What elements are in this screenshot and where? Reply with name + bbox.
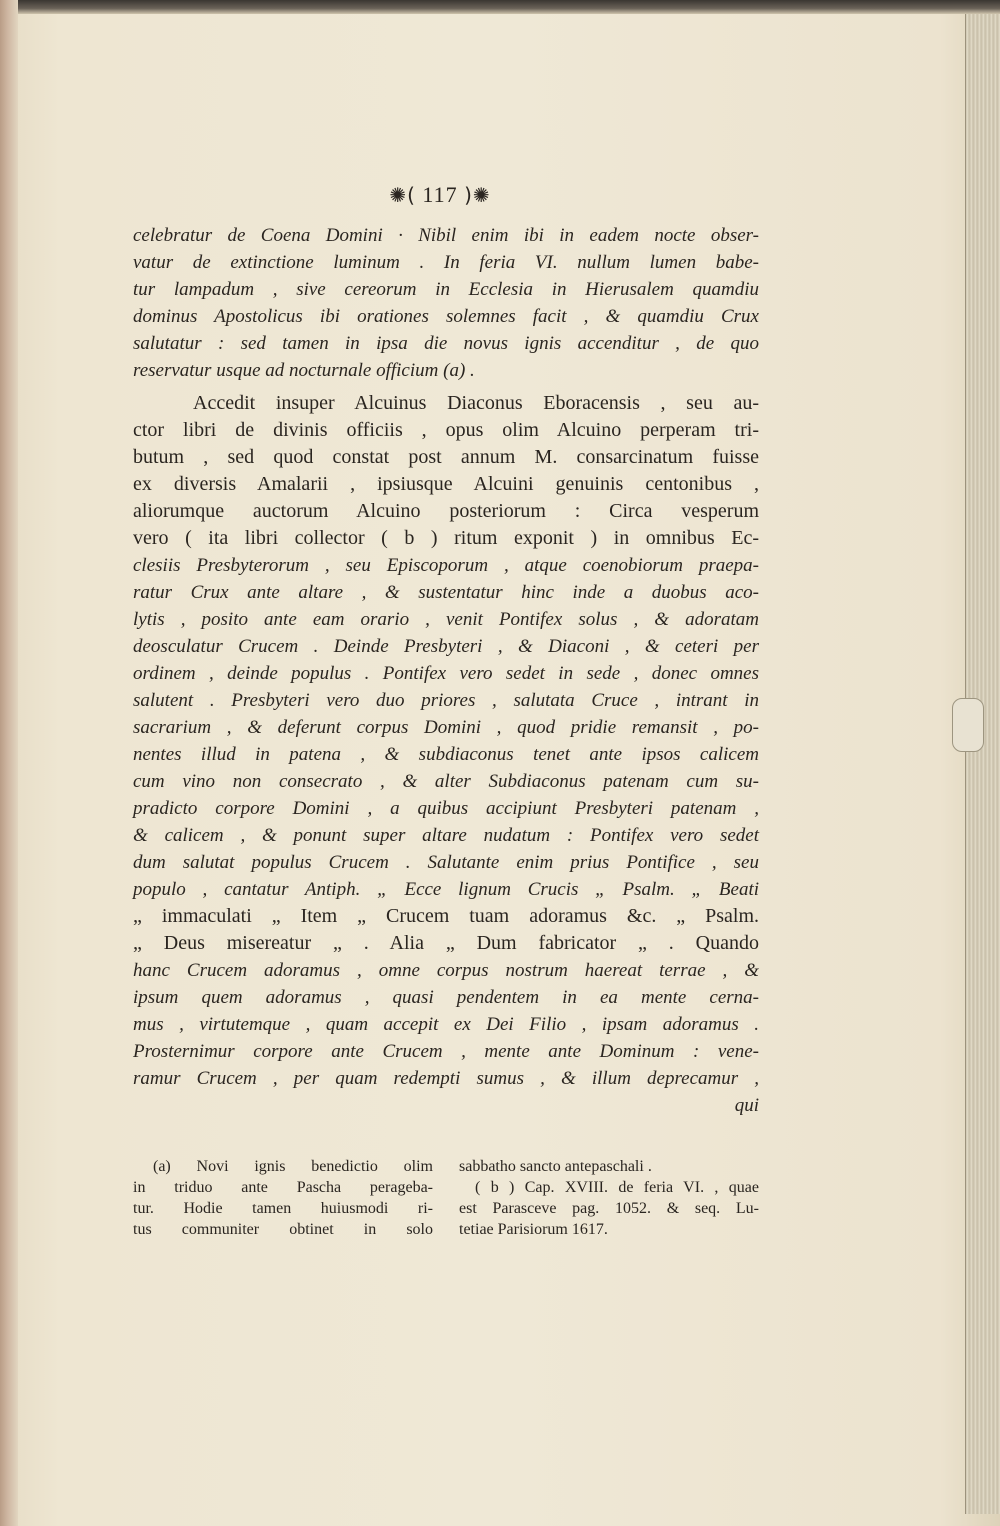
footnote-line: tetiae Parisiorum 1617. xyxy=(459,1221,608,1238)
paragraph-line: Accedit insuper Alcuinus Diaconus Eboracensis , seu au- xyxy=(193,392,759,414)
footnote-column-right xyxy=(459,1156,759,1240)
ornament-left: ✺( xyxy=(389,183,416,207)
page-top-edge xyxy=(0,0,1000,14)
footnote-column-left xyxy=(133,1156,433,1240)
paragraph-line: clesiis Presbyterorum , seu Episcoporum , atque coenobiorum praepa- xyxy=(133,555,759,576)
page-tab-marker xyxy=(952,698,984,752)
footnote-line: est Parasceve pag. 1052. & seq. Lu- xyxy=(459,1200,759,1217)
paragraph-line: sacrarium , & deferunt corpus Domini , quod pridie remansit , po- xyxy=(133,717,759,738)
catchword: qui xyxy=(734,1095,759,1116)
footnote-line: (a) Novi ignis benedictio olim xyxy=(153,1158,433,1175)
paragraph-line: Prosternimur corpore ante Crucem , mente ante Dominum : vene- xyxy=(133,1041,759,1062)
footnote-line: in triduo ante Pascha perageba- xyxy=(133,1179,433,1196)
paragraph-line: deosculatur Crucem . Deinde Presbyteri , & Diaconi , & ceteri per xyxy=(133,636,759,657)
paragraph-line: lytis , posito ante eam orario , venit Pontifex solus , & adoratam xyxy=(133,609,759,630)
paragraph-line: pradicto corpore Domini , a quibus accipiunt Presbyteri patenam , xyxy=(133,798,759,819)
paragraph-line: aliorumque auctorum Alcuino posteriorum : Circa vesperum xyxy=(133,500,759,522)
quote-line: reservatur usque ad nocturnale officium (a) . xyxy=(133,360,475,381)
paragraph-line: „ Deus misereatur „ . Alia „ Dum fabricator „ . Quando xyxy=(133,932,759,954)
paragraph-line: ordinem , deinde populus . Pontifex vero sedet in sede , donec omnes xyxy=(133,663,759,684)
paragraph-line: mus , virtutemque , quam accepit ex Dei Filio , ipsam adoramus . xyxy=(133,1014,759,1035)
paragraph-line: dum salutat populus Crucem . Salutante enim prius Pontifice , seu xyxy=(133,852,759,873)
page-number: 117 xyxy=(422,182,458,207)
footnote-line: tur. Hodie tamen huiusmodi ri- xyxy=(133,1200,433,1217)
page-fore-edge xyxy=(965,14,1000,1514)
paragraph-line: vero ( ita libri collector ( b ) ritum exponit ) in omnibus Ec- xyxy=(133,527,759,549)
footnotes xyxy=(133,1156,759,1240)
quote-block xyxy=(133,222,759,384)
quote-line: vatur de extinctione luminum . In feria VI. nullum lumen babe- xyxy=(133,252,759,273)
paragraph-line: salutent . Presbyteri vero duo priores , salutata Cruce , intrant in xyxy=(133,690,759,711)
paragraph-line: butum , sed quod constat post annum M. consarcinatum fuisse xyxy=(133,446,759,468)
footnote-line: tus communiter obtinet in solo xyxy=(133,1221,433,1238)
paragraph-line: populo , cantatur Antiph. „ Ecce lignum Crucis „ Psalm. „ Beati xyxy=(133,879,759,900)
page-gutter xyxy=(0,0,18,1526)
quote-line: salutatur : sed tamen in ipsa die novus ignis accenditur , de quo xyxy=(133,333,759,354)
paragraph-line: ex diversis Amalarii , ipsiusque Alcuini genuinis centonibus , xyxy=(133,473,759,495)
paragraph-line: cum vino non consecrato , & alter Subdiaconus patenam cum su- xyxy=(133,771,759,792)
footnote-line: ( b ) Cap. XVIII. de feria VI. , quae xyxy=(475,1179,759,1196)
quote-line: dominus Apostolicus ibi orationes solemnes facit , & quamdiu Crux xyxy=(133,306,759,327)
paragraph-line: nentes illud in patena , & subdiaconus tenet ante ipsos calicem xyxy=(133,744,759,765)
footnote-line: sabbatho sancto antepaschali . xyxy=(459,1158,652,1175)
paragraph-line: ipsum quem adoramus , quasi pendentem in ea mente cerna- xyxy=(133,987,759,1008)
paragraph-line: ratur Crux ante altare , & sustentatur hinc inde a duobus aco- xyxy=(133,582,759,603)
running-head xyxy=(360,182,520,208)
ornament-right: )✺ xyxy=(464,183,491,207)
quote-line: celebratur de Coena Domini · Nibil enim ibi in eadem nocte obser- xyxy=(133,225,759,246)
paragraph-line: „ immaculati „ Item „ Crucem tuam adoramus &c. „ Psalm. xyxy=(133,905,759,927)
paragraph-line: hanc Crucem adoramus , omne corpus nostrum haereat terrae , & xyxy=(133,960,759,981)
main-paragraph xyxy=(133,390,759,1119)
paragraph-line: & calicem , & ponunt super altare nudatum : Pontifex vero sedet xyxy=(133,825,759,846)
paragraph-line: ctor libri de divinis officiis , opus olim Alcuino perperam tri- xyxy=(133,419,759,441)
quote-line: tur lampadum , sive cereorum in Ecclesia in Hierusalem quamdiu xyxy=(133,279,759,300)
paragraph-line: ramur Crucem , per quam redempti sumus , & illum deprecamur , xyxy=(133,1068,759,1089)
